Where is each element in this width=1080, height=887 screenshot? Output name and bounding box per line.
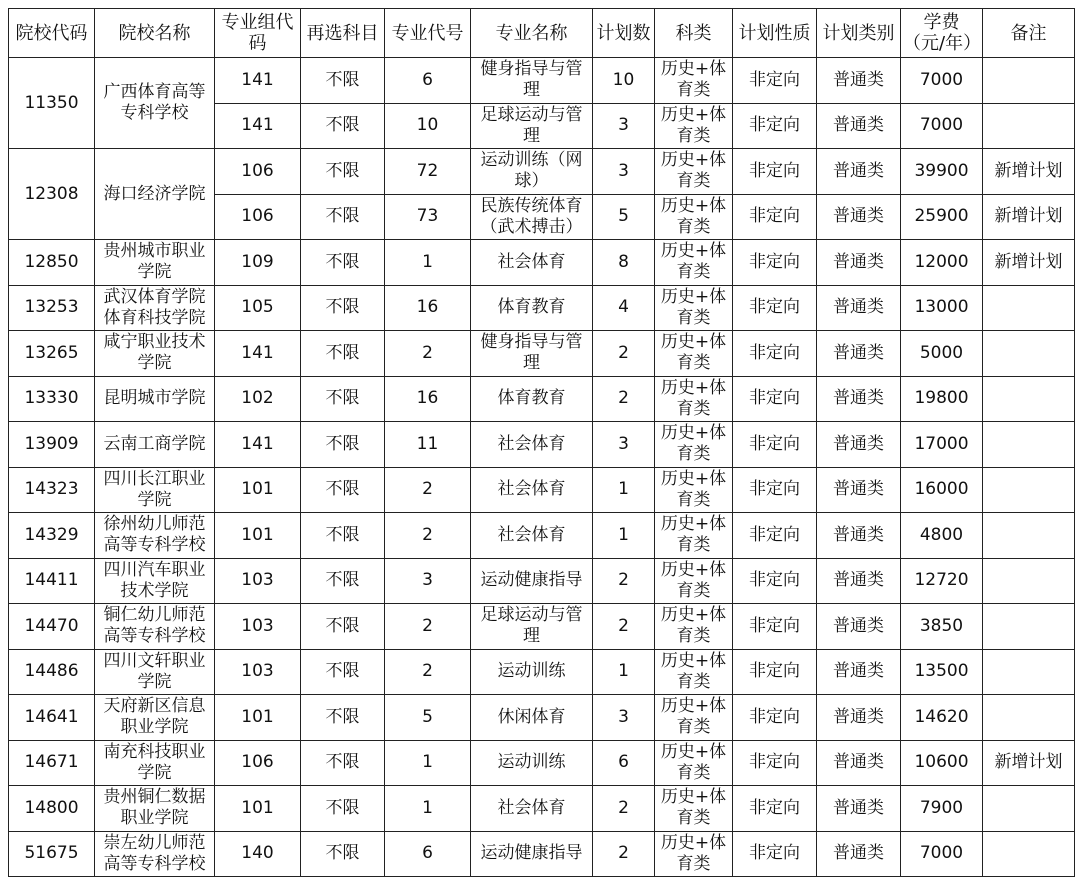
cell-school-code: 13909 (9, 422, 95, 468)
cell-major-name: 足球运动与管理 (471, 103, 593, 149)
cell-tuition: 39900 (901, 149, 983, 195)
table-row (9, 558, 1075, 604)
table-row (9, 331, 1075, 377)
cell-remarks (983, 285, 1075, 331)
cell-category: 历史+体育类 (655, 786, 733, 832)
cell-plan-type: 普通类 (817, 695, 901, 741)
cell-school-name: 徐州幼儿师范高等专科学校 (95, 513, 215, 559)
cell-school-code: 14329 (9, 513, 95, 559)
header-category: 科类 (655, 9, 733, 58)
cell-school-code: 14470 (9, 604, 95, 650)
cell-school-code: 14800 (9, 786, 95, 832)
cell-subject: 不限 (301, 558, 385, 604)
table-row (9, 786, 1075, 832)
cell-plan-count: 2 (593, 558, 655, 604)
cell-major-code: 2 (385, 513, 471, 559)
table-row (9, 649, 1075, 695)
cell-major-name: 体育教育 (471, 376, 593, 422)
cell-major-code: 11 (385, 422, 471, 468)
cell-plan-nature: 非定向 (733, 194, 817, 240)
admission-plan-table (8, 8, 1075, 877)
cell-plan-count: 5 (593, 194, 655, 240)
cell-school-code: 11350 (9, 58, 95, 149)
cell-school-code: 14411 (9, 558, 95, 604)
cell-plan-nature: 非定向 (733, 422, 817, 468)
cell-school-code: 14323 (9, 467, 95, 513)
cell-school-name: 咸宁职业技术学院 (95, 331, 215, 377)
cell-major-code: 73 (385, 194, 471, 240)
cell-major-name: 社会体育 (471, 422, 593, 468)
cell-remarks (983, 467, 1075, 513)
cell-school-code: 14486 (9, 649, 95, 695)
cell-plan-type: 普通类 (817, 240, 901, 286)
cell-category: 历史+体育类 (655, 740, 733, 786)
cell-subject: 不限 (301, 103, 385, 149)
cell-plan-nature: 非定向 (733, 149, 817, 195)
cell-school-name: 昆明城市学院 (95, 376, 215, 422)
cell-major-name: 健身指导与管理 (471, 58, 593, 104)
cell-major-name: 运动训练 (471, 740, 593, 786)
cell-group-code: 101 (215, 513, 301, 559)
cell-plan-count: 2 (593, 786, 655, 832)
header-tuition: 学费（元/年） (901, 9, 983, 58)
cell-remarks (983, 558, 1075, 604)
cell-subject: 不限 (301, 194, 385, 240)
cell-plan-nature: 非定向 (733, 331, 817, 377)
table-row (9, 695, 1075, 741)
cell-major-code: 10 (385, 103, 471, 149)
header-school-code: 院校代码 (9, 9, 95, 58)
header-major-code: 专业代号 (385, 9, 471, 58)
cell-category: 历史+体育类 (655, 422, 733, 468)
header-plan-nature: 计划性质 (733, 9, 817, 58)
cell-school-name: 崇左幼儿师范高等专科学校 (95, 831, 215, 877)
cell-category: 历史+体育类 (655, 649, 733, 695)
cell-plan-count: 1 (593, 467, 655, 513)
cell-tuition: 3850 (901, 604, 983, 650)
cell-group-code: 101 (215, 786, 301, 832)
cell-major-code: 16 (385, 285, 471, 331)
cell-category: 历史+体育类 (655, 695, 733, 741)
cell-major-name: 休闲体育 (471, 695, 593, 741)
cell-school-name: 贵州城市职业学院 (95, 240, 215, 286)
cell-plan-type: 普通类 (817, 558, 901, 604)
cell-plan-count: 3 (593, 695, 655, 741)
cell-tuition: 16000 (901, 467, 983, 513)
cell-major-name: 体育教育 (471, 285, 593, 331)
cell-category: 历史+体育类 (655, 58, 733, 104)
header-row (9, 9, 1075, 58)
cell-plan-count: 2 (593, 831, 655, 877)
cell-category: 历史+体育类 (655, 285, 733, 331)
cell-plan-nature: 非定向 (733, 58, 817, 104)
cell-tuition: 12000 (901, 240, 983, 286)
cell-group-code: 109 (215, 240, 301, 286)
cell-subject: 不限 (301, 649, 385, 695)
table-row (9, 58, 1075, 104)
cell-tuition: 19800 (901, 376, 983, 422)
cell-plan-type: 普通类 (817, 649, 901, 695)
cell-school-code: 13265 (9, 331, 95, 377)
cell-subject: 不限 (301, 149, 385, 195)
table-row (9, 604, 1075, 650)
cell-school-code: 14671 (9, 740, 95, 786)
cell-school-name: 海口经济学院 (95, 149, 215, 240)
cell-plan-nature: 非定向 (733, 103, 817, 149)
cell-tuition: 14620 (901, 695, 983, 741)
cell-group-code: 140 (215, 831, 301, 877)
table-body (9, 58, 1075, 877)
cell-school-name: 南充科技职业学院 (95, 740, 215, 786)
cell-school-code: 12850 (9, 240, 95, 286)
cell-subject: 不限 (301, 376, 385, 422)
cell-major-code: 6 (385, 58, 471, 104)
cell-category: 历史+体育类 (655, 376, 733, 422)
cell-plan-type: 普通类 (817, 786, 901, 832)
cell-major-name: 社会体育 (471, 467, 593, 513)
cell-major-name: 社会体育 (471, 513, 593, 559)
cell-tuition: 17000 (901, 422, 983, 468)
cell-group-code: 103 (215, 649, 301, 695)
cell-major-code: 3 (385, 558, 471, 604)
cell-plan-nature: 非定向 (733, 558, 817, 604)
cell-subject: 不限 (301, 786, 385, 832)
cell-tuition: 10600 (901, 740, 983, 786)
cell-group-code: 141 (215, 103, 301, 149)
cell-group-code: 141 (215, 422, 301, 468)
cell-major-code: 1 (385, 240, 471, 286)
cell-school-name: 云南工商学院 (95, 422, 215, 468)
cell-plan-nature: 非定向 (733, 786, 817, 832)
cell-plan-type: 普通类 (817, 194, 901, 240)
cell-remarks: 新增计划 (983, 149, 1075, 195)
cell-plan-count: 1 (593, 513, 655, 559)
cell-group-code: 102 (215, 376, 301, 422)
cell-school-code: 13330 (9, 376, 95, 422)
cell-tuition: 5000 (901, 331, 983, 377)
cell-plan-nature: 非定向 (733, 467, 817, 513)
cell-plan-type: 普通类 (817, 149, 901, 195)
cell-school-name: 四川文轩职业学院 (95, 649, 215, 695)
cell-school-code: 12308 (9, 149, 95, 240)
cell-category: 历史+体育类 (655, 331, 733, 377)
cell-plan-type: 普通类 (817, 831, 901, 877)
cell-remarks (983, 695, 1075, 741)
cell-group-code: 106 (215, 194, 301, 240)
cell-plan-count: 3 (593, 103, 655, 149)
cell-plan-nature: 非定向 (733, 376, 817, 422)
cell-group-code: 103 (215, 604, 301, 650)
cell-school-code: 13253 (9, 285, 95, 331)
cell-plan-count: 10 (593, 58, 655, 104)
cell-group-code: 101 (215, 467, 301, 513)
cell-major-name: 运动训练 (471, 649, 593, 695)
cell-tuition: 12720 (901, 558, 983, 604)
cell-remarks: 新增计划 (983, 740, 1075, 786)
cell-school-name: 四川长江职业学院 (95, 467, 215, 513)
cell-group-code: 101 (215, 695, 301, 741)
cell-group-code: 105 (215, 285, 301, 331)
cell-major-code: 2 (385, 649, 471, 695)
header-remarks: 备注 (983, 9, 1075, 58)
cell-plan-nature: 非定向 (733, 695, 817, 741)
cell-major-name: 健身指导与管理 (471, 331, 593, 377)
cell-subject: 不限 (301, 467, 385, 513)
cell-subject: 不限 (301, 58, 385, 104)
cell-plan-count: 3 (593, 149, 655, 195)
cell-major-name: 社会体育 (471, 240, 593, 286)
cell-subject: 不限 (301, 513, 385, 559)
cell-school-name: 贵州铜仁数据职业学院 (95, 786, 215, 832)
cell-major-code: 2 (385, 467, 471, 513)
cell-plan-type: 普通类 (817, 331, 901, 377)
cell-subject: 不限 (301, 285, 385, 331)
cell-major-name: 运动健康指导 (471, 558, 593, 604)
cell-subject: 不限 (301, 422, 385, 468)
table-row (9, 240, 1075, 286)
cell-plan-count: 2 (593, 331, 655, 377)
cell-plan-nature: 非定向 (733, 604, 817, 650)
cell-major-code: 1 (385, 740, 471, 786)
cell-category: 历史+体育类 (655, 240, 733, 286)
cell-subject: 不限 (301, 331, 385, 377)
cell-category: 历史+体育类 (655, 149, 733, 195)
cell-plan-type: 普通类 (817, 513, 901, 559)
cell-plan-type: 普通类 (817, 285, 901, 331)
cell-group-code: 103 (215, 558, 301, 604)
cell-subject: 不限 (301, 604, 385, 650)
cell-school-name: 武汉体育学院体育科技学院 (95, 285, 215, 331)
cell-plan-count: 3 (593, 422, 655, 468)
cell-plan-count: 2 (593, 604, 655, 650)
cell-school-name: 铜仁幼儿师范高等专科学校 (95, 604, 215, 650)
table-row (9, 740, 1075, 786)
cell-remarks (983, 376, 1075, 422)
cell-major-code: 6 (385, 831, 471, 877)
cell-plan-nature: 非定向 (733, 831, 817, 877)
cell-remarks (983, 103, 1075, 149)
cell-major-name: 足球运动与管理 (471, 604, 593, 650)
cell-subject: 不限 (301, 240, 385, 286)
cell-major-code: 2 (385, 331, 471, 377)
cell-school-name: 天府新区信息职业学院 (95, 695, 215, 741)
header-plan-type: 计划类别 (817, 9, 901, 58)
cell-category: 历史+体育类 (655, 467, 733, 513)
cell-remarks (983, 331, 1075, 377)
cell-plan-count: 8 (593, 240, 655, 286)
cell-tuition: 7000 (901, 831, 983, 877)
cell-remarks (983, 58, 1075, 104)
cell-category: 历史+体育类 (655, 103, 733, 149)
cell-major-name: 民族传统体育（武术搏击） (471, 194, 593, 240)
cell-school-code: 14641 (9, 695, 95, 741)
cell-plan-type: 普通类 (817, 103, 901, 149)
table-row (9, 285, 1075, 331)
cell-remarks: 新增计划 (983, 194, 1075, 240)
cell-remarks (983, 604, 1075, 650)
header-major-name: 专业名称 (471, 9, 593, 58)
header-school-name: 院校名称 (95, 9, 215, 58)
cell-subject: 不限 (301, 695, 385, 741)
cell-remarks (983, 649, 1075, 695)
cell-remarks (983, 513, 1075, 559)
cell-major-code: 72 (385, 149, 471, 195)
cell-major-code: 5 (385, 695, 471, 741)
cell-major-code: 16 (385, 376, 471, 422)
cell-plan-count: 2 (593, 376, 655, 422)
cell-group-code: 141 (215, 58, 301, 104)
cell-remarks (983, 786, 1075, 832)
cell-subject: 不限 (301, 831, 385, 877)
cell-remarks (983, 831, 1075, 877)
cell-group-code: 141 (215, 331, 301, 377)
cell-tuition: 7000 (901, 58, 983, 104)
cell-major-code: 2 (385, 604, 471, 650)
cell-plan-count: 1 (593, 649, 655, 695)
cell-plan-type: 普通类 (817, 467, 901, 513)
cell-plan-nature: 非定向 (733, 285, 817, 331)
cell-group-code: 106 (215, 149, 301, 195)
cell-tuition: 13500 (901, 649, 983, 695)
cell-plan-type: 普通类 (817, 604, 901, 650)
cell-major-name: 运动健康指导 (471, 831, 593, 877)
cell-plan-count: 6 (593, 740, 655, 786)
cell-plan-type: 普通类 (817, 740, 901, 786)
cell-major-code: 1 (385, 786, 471, 832)
table-row (9, 422, 1075, 468)
cell-school-name: 四川汽车职业技术学院 (95, 558, 215, 604)
cell-subject: 不限 (301, 740, 385, 786)
table-row (9, 467, 1075, 513)
table-row (9, 513, 1075, 559)
cell-plan-nature: 非定向 (733, 740, 817, 786)
cell-plan-type: 普通类 (817, 376, 901, 422)
table-row (9, 149, 1075, 195)
cell-tuition: 7900 (901, 786, 983, 832)
cell-category: 历史+体育类 (655, 604, 733, 650)
cell-remarks (983, 422, 1075, 468)
header-group-code: 专业组代码 (215, 9, 301, 58)
header-plan-count: 计划数 (593, 9, 655, 58)
header-subject: 再选科目 (301, 9, 385, 58)
table-row (9, 376, 1075, 422)
cell-plan-type: 普通类 (817, 58, 901, 104)
cell-tuition: 4800 (901, 513, 983, 559)
cell-tuition: 25900 (901, 194, 983, 240)
cell-school-name: 广西体育高等专科学校 (95, 58, 215, 149)
cell-plan-type: 普通类 (817, 422, 901, 468)
cell-major-name: 运动训练（网球） (471, 149, 593, 195)
cell-school-code: 51675 (9, 831, 95, 877)
cell-category: 历史+体育类 (655, 831, 733, 877)
cell-tuition: 13000 (901, 285, 983, 331)
cell-plan-count: 4 (593, 285, 655, 331)
cell-plan-nature: 非定向 (733, 240, 817, 286)
cell-remarks: 新增计划 (983, 240, 1075, 286)
cell-group-code: 106 (215, 740, 301, 786)
cell-major-name: 社会体育 (471, 786, 593, 832)
cell-category: 历史+体育类 (655, 513, 733, 559)
cell-category: 历史+体育类 (655, 194, 733, 240)
table-header (9, 9, 1075, 58)
cell-plan-nature: 非定向 (733, 513, 817, 559)
cell-category: 历史+体育类 (655, 558, 733, 604)
table-row (9, 831, 1075, 877)
cell-tuition: 7000 (901, 103, 983, 149)
cell-plan-nature: 非定向 (733, 649, 817, 695)
